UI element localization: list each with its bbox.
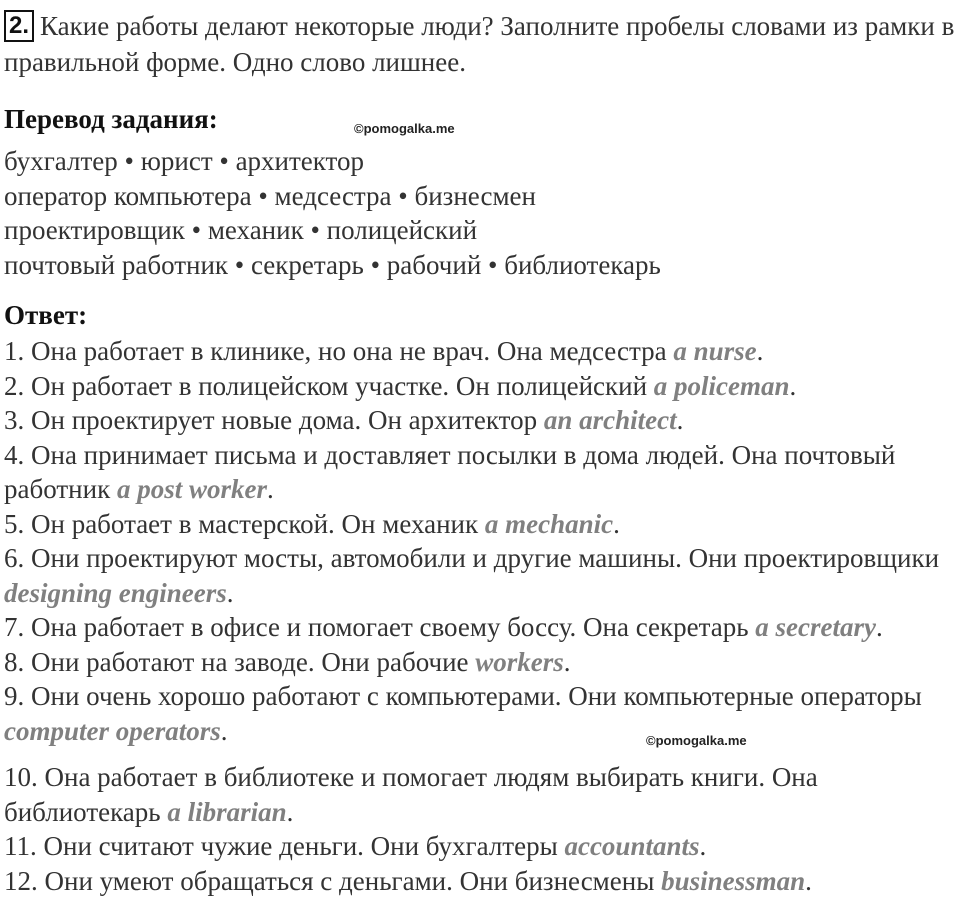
answer-item: 10. Она работает в библиотеке и помогает людям выбирать книги. Она библиотекарь a librarian. bbox=[4, 762, 818, 827]
answer-english: designing engineers bbox=[4, 577, 227, 608]
answer-text: 4. Она принимает письма и доставляет посылки в дома людей. Она почтовый работник bbox=[4, 439, 896, 504]
answer-english: businessman bbox=[661, 865, 806, 896]
watermark: ©pomogalka.me bbox=[646, 733, 747, 748]
translation-heading: Перевод задания: bbox=[4, 104, 218, 134]
answer-item: 5. Он работает в мастерской. Он механик a mechanic. bbox=[4, 508, 620, 539]
answer-text: 7. Она работает в офисе и помогает своему боссу. Она секретарь bbox=[4, 612, 749, 642]
answer-item: 6. Они проектируют мосты, автомобили и другие машины. Они проектировщики designing engineers. bbox=[4, 543, 940, 608]
answer-item: 2. Он работает в полицейском участке. Он полицейский a policeman. bbox=[4, 370, 797, 401]
word-box-line: оператор компьютера • медсестра • бизнесмен bbox=[4, 180, 536, 211]
answer-text: 1. Она работает в клинике, но она не врач. Она медсестра bbox=[4, 336, 667, 366]
task-statement bbox=[4, 8, 956, 80]
answer-english: a librarian bbox=[167, 796, 287, 827]
answer-item: 3. Он проектирует новые дома. Он архитектор an architect. bbox=[4, 405, 684, 435]
answer-item: 11. Они считают чужие деньги. Они бухгалтеры accountants. bbox=[4, 831, 707, 861]
answer-item: 8. Они работают на заводе. Они рабочие workers. bbox=[4, 646, 571, 677]
watermark: ©pomogalka.me bbox=[354, 121, 455, 136]
answer-text: 10. Она работает в библиотеке и помогает людям выбирать книги. Она библиотекарь bbox=[4, 762, 818, 827]
page bbox=[4, 0, 956, 898]
task-text: Какие работы делают некоторые люди? Заполните пробелы словами из рамки в правильной форме. Одно слово лишнее. bbox=[4, 11, 955, 77]
answer-text: 11. Они считают чужие деньги. Они бухгалтеры bbox=[4, 831, 558, 861]
answer-english: a post worker bbox=[116, 474, 267, 504]
word-box-line: проектировщик • механик • полицейский bbox=[4, 215, 478, 245]
answer-item: 9. Они очень хорошо работают с компьютерами. Они компьютерные операторы computer operators. bbox=[4, 681, 922, 746]
answer-text: 3. Он проектирует новые дома. Он архитектор bbox=[4, 405, 538, 435]
word-box-line: бухгалтер • юрист • архитектор bbox=[4, 146, 364, 176]
answer-english: computer operators bbox=[4, 715, 221, 746]
answer-text: 5. Он работает в мастерской. Он механик bbox=[4, 508, 479, 539]
answer-english: an architect bbox=[543, 405, 677, 435]
word-box-line: почтовый работник • секретарь • рабочий • библиотекарь bbox=[4, 249, 661, 280]
answer-english: a mechanic bbox=[484, 508, 614, 539]
answer-item: 7. Она работает в офисе и помогает своему боссу. Она секретарь a secretary. bbox=[4, 612, 883, 642]
answer-english: a nurse bbox=[673, 336, 757, 366]
answer-text: 6. Они проектируют мосты, автомобили и другие машины. Они проектировщики bbox=[4, 543, 940, 573]
task-number: 2. bbox=[4, 10, 34, 42]
answer-english: workers bbox=[475, 646, 564, 677]
answer-english: a secretary bbox=[755, 612, 876, 642]
answer-english: a policeman bbox=[653, 370, 790, 401]
answer-text: 12. Они умеют обращаться с деньгами. Они бизнесмены bbox=[4, 865, 655, 896]
answer-text: 9. Они очень хорошо работают с компьютерами. Они компьютерные операторы bbox=[4, 681, 922, 711]
answer-list bbox=[4, 334, 956, 898]
answer-english: accountants bbox=[564, 831, 700, 861]
answer-item: 12. Они умеют обращаться с деньгами. Они бизнесмены businessman. bbox=[4, 865, 812, 896]
answer-text: 2. Он работает в полицейском участке. Он полицейский bbox=[4, 370, 648, 401]
answer-heading: Ответ: bbox=[4, 300, 88, 330]
answer-text: 8. Они работают на заводе. Они рабочие bbox=[4, 646, 469, 677]
answer-item: 1. Она работает в клинике, но она не врач. Она медсестра a nurse. bbox=[4, 336, 764, 366]
answer-item: 4. Она принимает письма и доставляет посылки в дома людей. Она почтовый работник a post worker. bbox=[4, 439, 896, 504]
word-box bbox=[4, 144, 956, 282]
